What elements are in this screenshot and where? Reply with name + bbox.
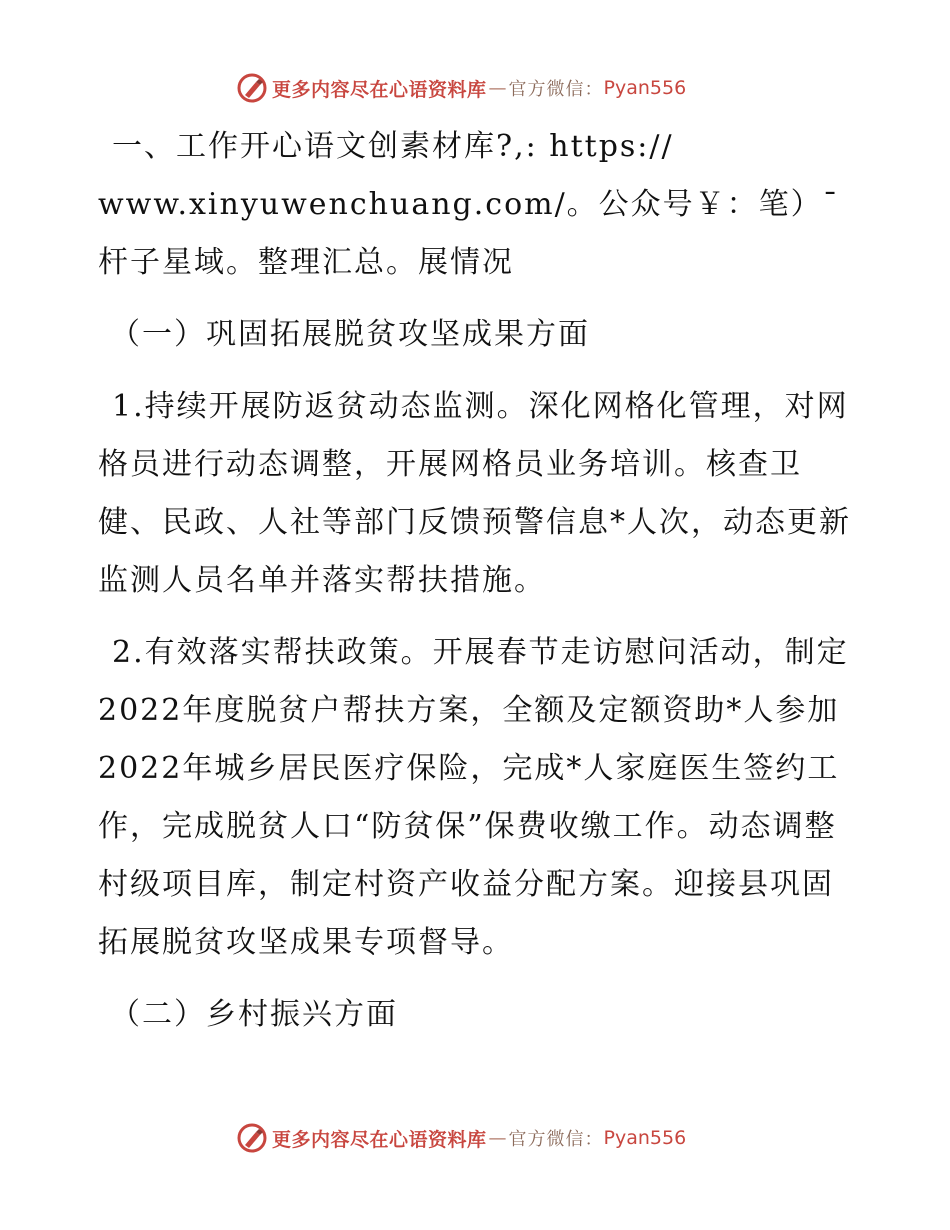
watermark-official-text: 官方微信： xyxy=(508,1129,604,1150)
watermark-wechat-id: Pyan556 xyxy=(603,77,687,99)
footer-watermark xyxy=(236,1122,686,1154)
section1-heading: （一）巩固拓展脱贫攻坚成果方面 xyxy=(110,317,590,352)
watermark-dash: — xyxy=(488,1127,507,1149)
watermark-site-text: 更多内容尽在心语资料库 xyxy=(272,1128,487,1151)
watermark-site-text: 更多内容尽在心语资料库 xyxy=(272,78,487,101)
document-body xyxy=(98,118,858,1044)
watermark-official-text: 官方微信： xyxy=(508,79,604,100)
item2-paragraph: 2.有效落实帮扶政策。开展春节走访慰问活动，制定2022年度脱贫户帮扶方案，全额及定额资助*人参加2022年城乡居民医疗保险，完成*人家庭医生签约工作，完成脱贫人口“防贫保”保费收缴工作。动态调整村级项目库，制定村资产收益分配方案。迎接县巩固拓展脱贫攻坚成果专项督导。 xyxy=(98,635,849,960)
header-watermark xyxy=(236,72,686,104)
watermark-dash: — xyxy=(488,77,507,99)
intro-paragraph: 一、工作开心语文创素材库?,: https:// www.xinyuwenchuang.com/。公众号￥：笔）¯杆子星域。整理汇总。展情况 xyxy=(98,129,840,280)
section2-heading: （二）乡村振兴方面 xyxy=(110,997,398,1032)
pen-circle-logo-icon xyxy=(236,1122,268,1154)
pen-circle-logo-icon xyxy=(236,72,268,104)
watermark-wechat-id: Pyan556 xyxy=(603,1127,687,1149)
item1-paragraph: 1.持续开展防返贫动态监测。深化网格化管理，对网格员进行动态调整，开展网格员业务培训。核查卫健、民政、人社等部门反馈预警信息*人次，动态更新监测人员名单并落实帮扶措施。 xyxy=(98,389,851,598)
